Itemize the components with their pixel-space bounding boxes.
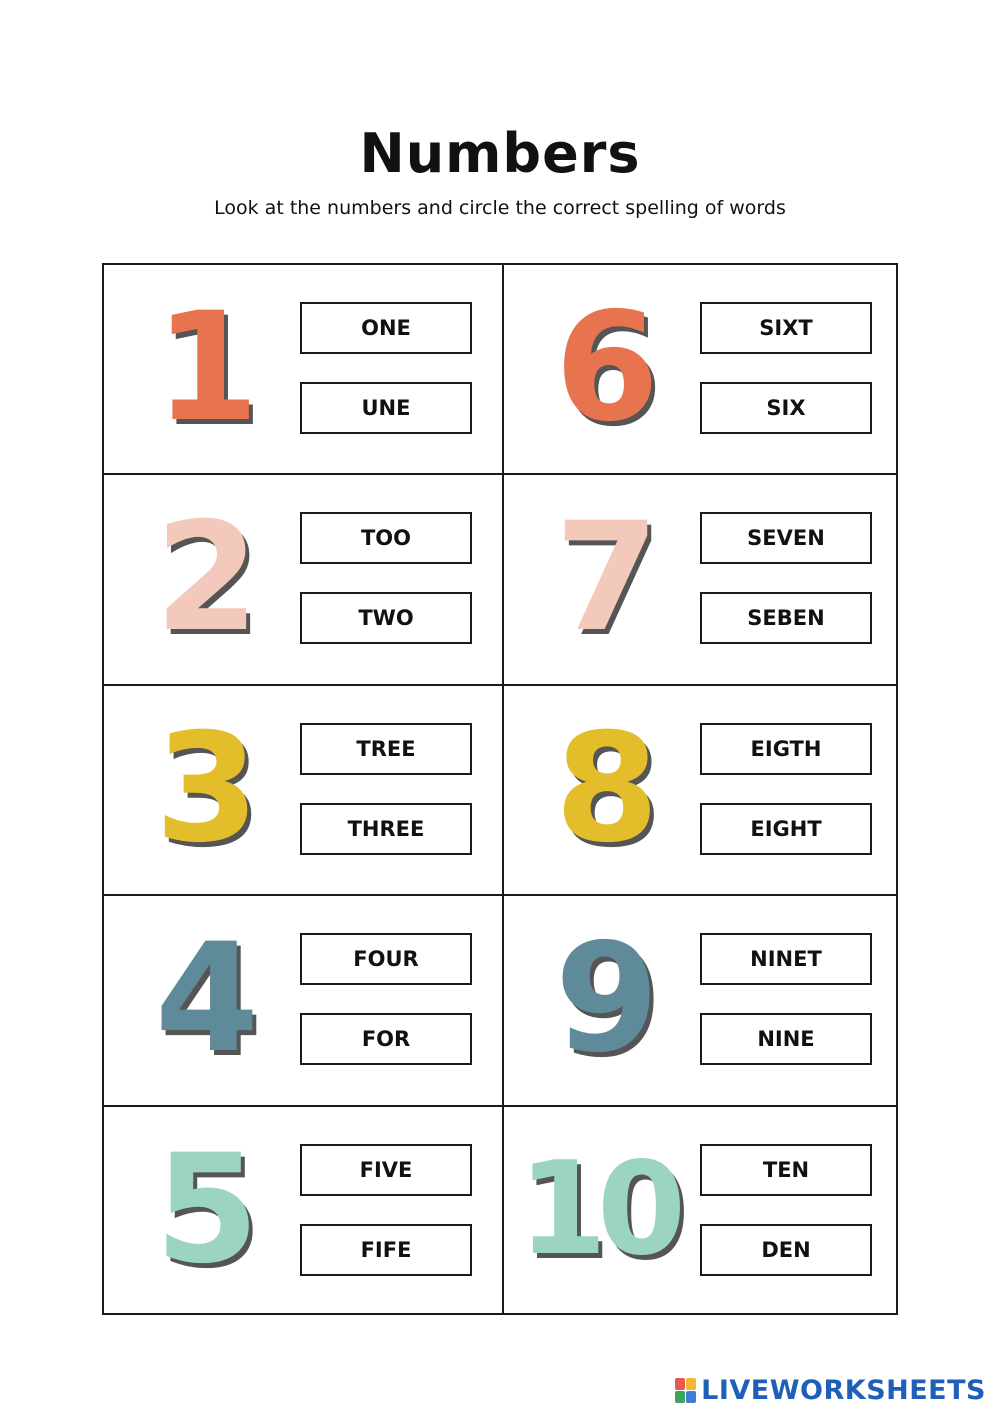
liveworksheets-brand <box>675 1370 986 1410</box>
number-numeral: 9 <box>554 912 660 1086</box>
number-cell <box>504 475 902 685</box>
spelling-option-box[interactable]: EIGHT <box>700 803 872 855</box>
number-numeral: 8 <box>554 702 660 876</box>
number-numeral: 2 <box>154 491 260 665</box>
number-numeral: 7 <box>554 491 660 665</box>
spelling-option-box[interactable]: TREE <box>300 723 472 775</box>
number-cell <box>104 265 502 475</box>
number-cell <box>104 475 502 685</box>
spelling-option-box[interactable]: FOUR <box>300 933 472 985</box>
spelling-option-box[interactable]: FIFE <box>300 1224 472 1276</box>
number-cell <box>504 686 902 896</box>
number-numeral: 3 <box>154 702 260 876</box>
spelling-option-box[interactable]: TEN <box>700 1144 872 1196</box>
numbers-grid <box>102 263 898 1315</box>
number-cell <box>104 686 502 896</box>
spelling-option-box[interactable]: EIGTH <box>700 723 872 775</box>
spelling-option-box[interactable]: SEVEN <box>700 512 872 564</box>
worksheet-title: Numbers <box>359 122 641 185</box>
spelling-option-box[interactable]: TOO <box>300 512 472 564</box>
spelling-option-box[interactable]: SIXT <box>700 302 872 354</box>
number-numeral: 1 <box>154 281 260 455</box>
spelling-option-box[interactable]: TWO <box>300 592 472 644</box>
spelling-option-box[interactable]: NINET <box>700 933 872 985</box>
number-cell <box>504 1107 902 1317</box>
number-cell <box>104 896 502 1106</box>
liveworksheets-logo-icon <box>675 1376 697 1404</box>
spelling-option-box[interactable]: DEN <box>700 1224 872 1276</box>
spelling-option-box[interactable]: ONE <box>300 302 472 354</box>
number-numeral: 4 <box>154 912 260 1086</box>
worksheet-instructions: Look at the numbers and circle the correct spelling of words <box>214 197 786 219</box>
spelling-option-box[interactable]: FOR <box>300 1013 472 1065</box>
spelling-option-box[interactable]: SEBEN <box>700 592 872 644</box>
number-numeral: 5 <box>154 1123 260 1297</box>
number-cell <box>504 265 902 475</box>
spelling-option-box[interactable]: THREE <box>300 803 472 855</box>
spelling-option-box[interactable]: FIVE <box>300 1144 472 1196</box>
number-numeral: 10 <box>517 1135 677 1284</box>
spelling-option-box[interactable]: UNE <box>300 382 472 434</box>
number-numeral: 6 <box>554 281 660 455</box>
spelling-option-box[interactable]: SIX <box>700 382 872 434</box>
spelling-option-box[interactable]: NINE <box>700 1013 872 1065</box>
number-cell <box>104 1107 502 1317</box>
number-cell <box>504 896 902 1106</box>
brand-text: LIVEWORKSHEETS <box>701 1374 986 1406</box>
